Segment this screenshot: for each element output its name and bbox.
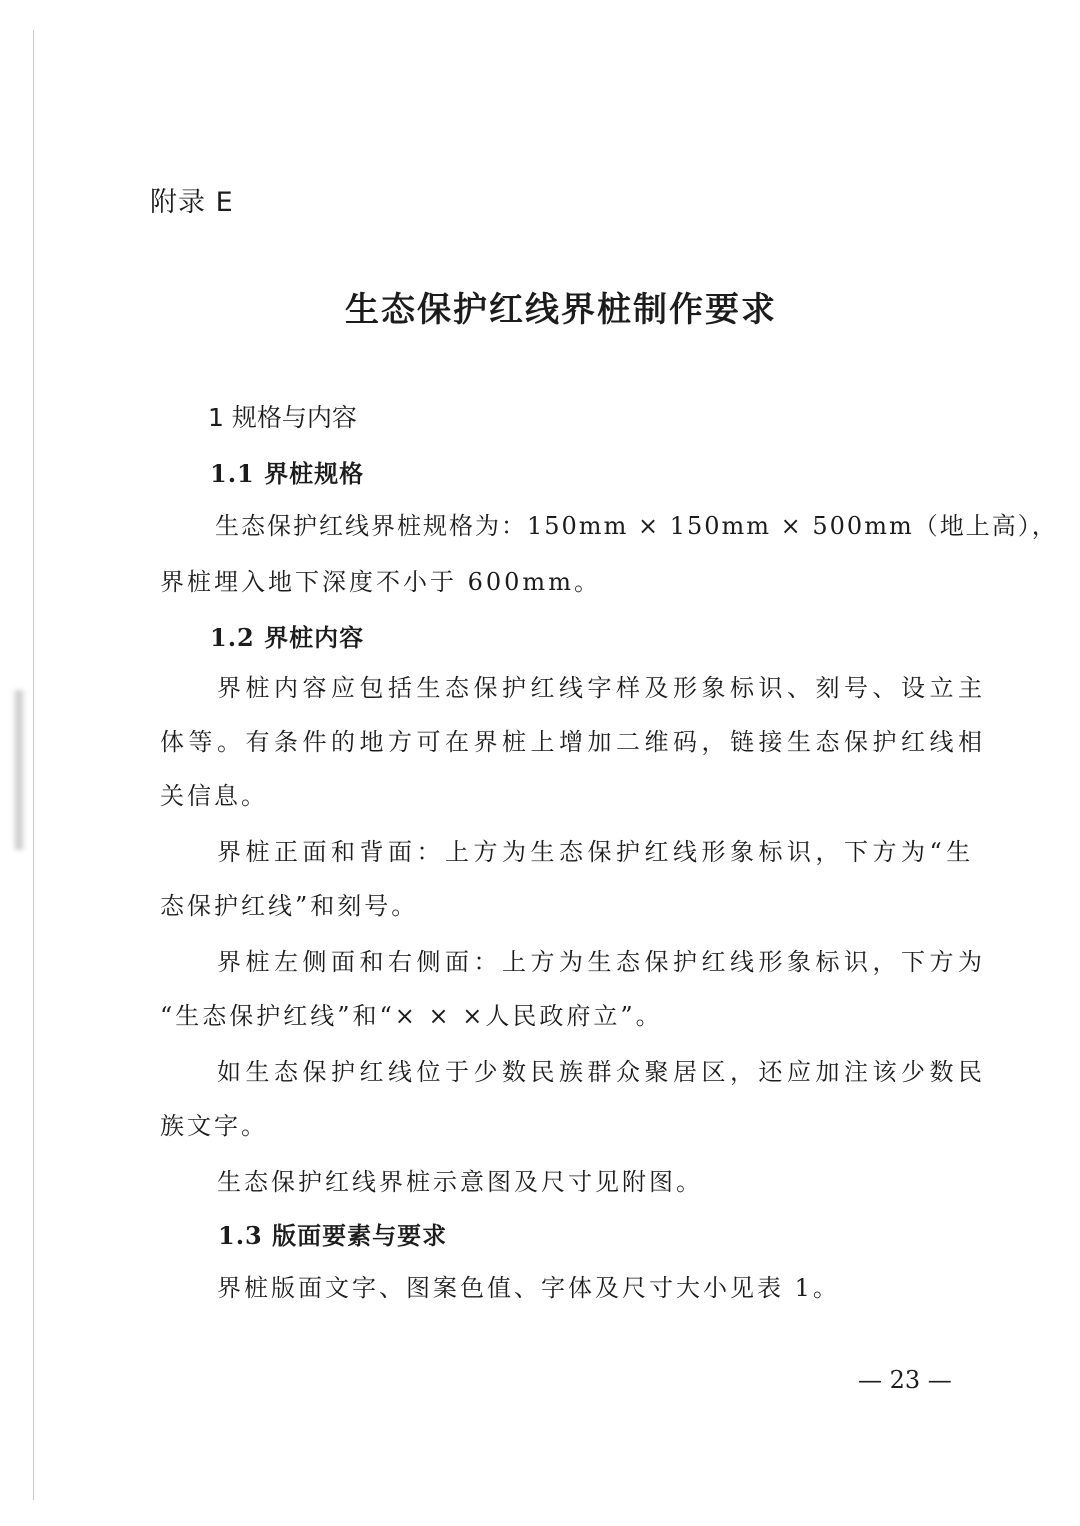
section-1-3-heading: 1.3 版面要素与要求 bbox=[218, 1221, 448, 1250]
body-line: 体等。有条件的地方可在界桩上增加二维码，链接生态保护红线相 bbox=[160, 728, 987, 756]
body-line: 界桩埋入地下深度不小于 600mm。 bbox=[160, 568, 601, 596]
body-line: 族文字。 bbox=[160, 1112, 268, 1140]
page-number: — 23 — bbox=[858, 1366, 952, 1394]
body-line: 态保护红线”和刻号。 bbox=[160, 892, 419, 920]
binding-margin-line bbox=[33, 30, 34, 1500]
scan-smudge bbox=[12, 690, 26, 850]
body-line: 界桩版面文字、图案色值、字体及尺寸大小见表 1。 bbox=[217, 1274, 840, 1302]
body-line: 界桩左侧面和右侧面：上方为生态保护红线形象标识，下方为 bbox=[217, 948, 987, 976]
body-line: 如生态保护红线位于少数民族群众聚居区，还应加注该少数民 bbox=[217, 1058, 987, 1086]
appendix-label: 附录 E bbox=[150, 187, 234, 218]
section-1-1-heading: 1.1 界桩规格 bbox=[210, 459, 365, 488]
document-title: 生态保护红线界桩制作要求 bbox=[345, 290, 777, 330]
body-line: 生态保护红线界桩示意图及尺寸见附图。 bbox=[217, 1168, 703, 1196]
body-line: 界桩正面和背面：上方为生态保护红线形象标识，下方为“生 bbox=[217, 838, 975, 866]
body-line: 生态保护红线界桩规格为：150mm × 150mm × 500mm（地上高）， bbox=[215, 512, 1058, 540]
body-line: 关信息。 bbox=[160, 782, 268, 810]
section-1-heading: 1 规格与内容 bbox=[208, 403, 357, 432]
section-1-2-heading: 1.2 界桩内容 bbox=[210, 623, 365, 652]
body-line: 界桩内容应包括生态保护红线字样及形象标识、刻号、设立主 bbox=[217, 674, 987, 702]
body-line: “生态保护红线”和“× × ×人民政府立”。 bbox=[160, 1002, 663, 1030]
